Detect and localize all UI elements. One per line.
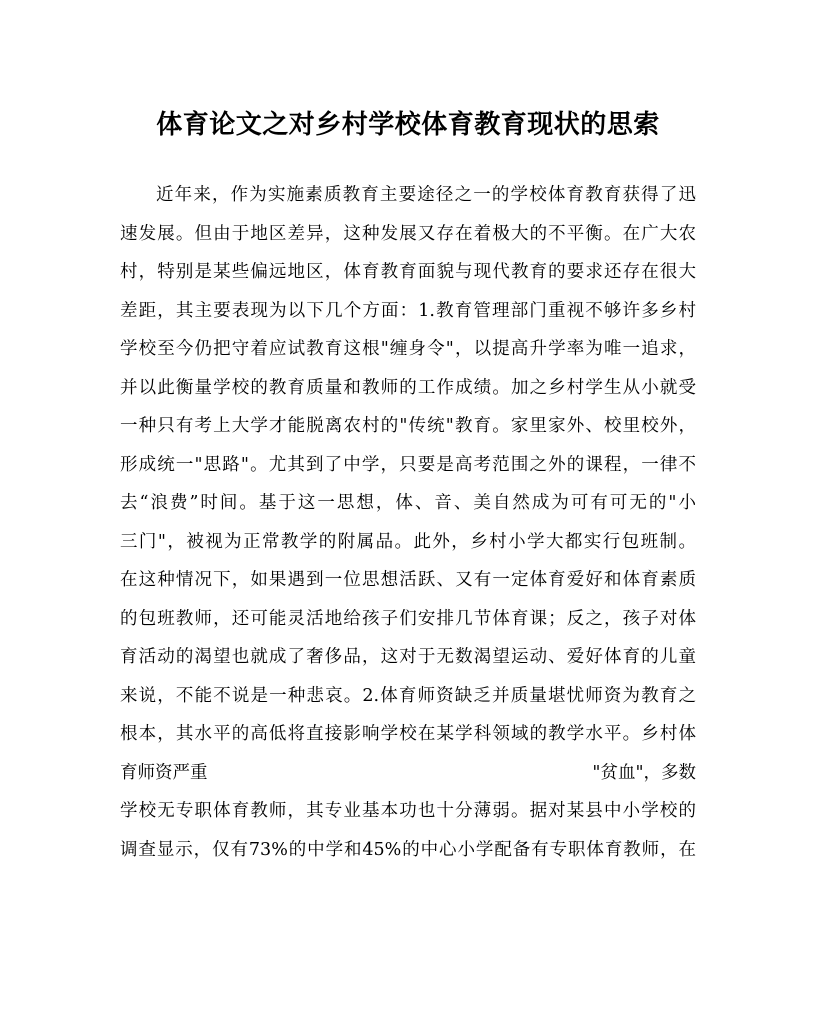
paragraph-line: 三门"，被视为正常教学的附属品。此外，乡村小学大都实行包班制。 [120,531,696,552]
paragraph-line: 在这种情况下，如果遇到一位思想活跃、又有一定体育爱好和体育素质 [120,570,696,590]
paragraph-line: 形成统一"思路"。尤其到了中学，只要是高考范围之外的课程，一律不 [120,454,696,475]
paragraph-line: 一种只有考上大学才能脱离农村的"传统"教育。家里家外、校里校外， [120,416,696,436]
paragraph-line: 来说，不能不说是一种悲哀。2.体育师资缺乏并质量堪忧师资为教育之 [120,685,696,706]
paragraph-line: 学校无专职体育教师，其专业基本功也十分薄弱。据对某县中小学校的 [120,801,696,821]
paragraph-line: 根本，其水平的高低将直接影响学校在某学科领域的教学水平。乡村体 [120,724,696,744]
paragraph-line: 调查显示，仅有73%的中学和45%的中心小学配备有专职体育教师，在 [120,839,696,860]
paragraph-line: 近年来，作为实施素质教育主要途径之一的学校体育教育获得了迅 [156,185,696,205]
paragraph-line: 村，特别是某些偏远地区，体育教育面貌与现代教育的要求还存在很大 [120,262,696,282]
document-body [120,176,696,869]
split-line-right-text: "贫血"，多数 [592,762,696,783]
paragraph-line: 去“浪费”时间。基于这一思想，体、音、美自然成为可有可无的"小 [120,493,696,513]
paragraph-line: 育活动的渴望也就成了奢侈品，这对于无数渴望运动、爱好体育的儿童 [120,647,696,667]
paragraph-line: 的包班教师，还可能灵活地给孩子们安排几节体育课；反之，孩子对体 [120,608,696,629]
paragraph-line-split [120,754,696,793]
paragraph-line: 速发展。但由于地区差异，这种发展又存在着极大的不平衡。在广大农 [120,223,696,244]
paragraph-line: 并以此衡量学校的教育质量和教师的工作成绩。加之乡村学生从小就受 [120,377,696,398]
paragraph-line: 差距，其主要表现为以下几个方面：1.教育管理部门重视不够许多乡村 [120,300,696,321]
paragraph-line: 学校至今仍把守着应试教育这根"缠身令"，以提高升学率为唯一追求， [120,339,696,359]
document-title: 体育论文之对乡村学校体育教育现状的思索 [156,110,660,140]
split-line-left-text: 育师资严重 [120,762,208,783]
